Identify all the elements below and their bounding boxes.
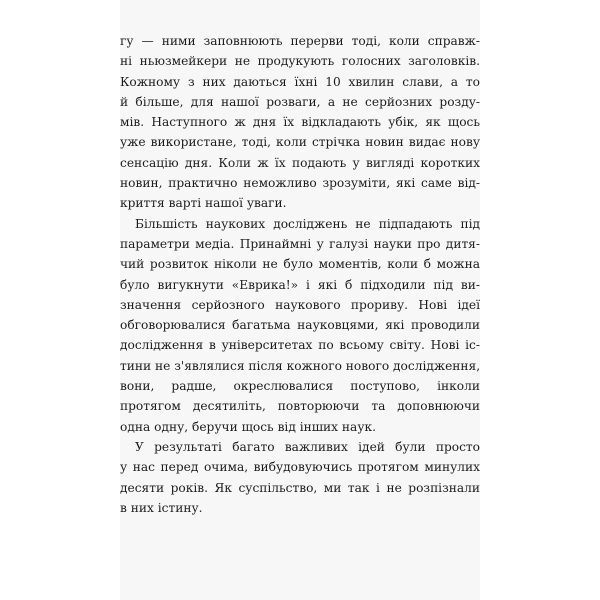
text-line: одна одну, беручи щось від інших наук. <box>120 419 376 434</box>
text-line: було вигукнути «Еврика!» і які б підходили під ви- <box>120 277 480 292</box>
body-text <box>120 31 480 518</box>
text-line: протягом десятиліть, повторюючи та доповнюючи <box>120 399 480 414</box>
text-line: тини не з'являлися після кожного нового дослідження, <box>120 358 480 373</box>
text-line: й більше, для нашої розваги, а не серйозних розду- <box>120 94 480 109</box>
text-line: гу — ними заповнюють перерви тоді, коли справж- <box>120 34 480 48</box>
text-line: уже використане, тоді, коли стрічка новин видає нову <box>120 135 480 150</box>
paragraph-start-line: Більшість наукових досліджень не підпадають під <box>135 216 480 231</box>
text-line: криття варті нашої уваги. <box>120 196 287 211</box>
text-line: дослідження в університетах по всьому світу. Нові іс- <box>120 338 480 353</box>
text-line: в них істину. <box>120 500 203 515</box>
text-line: вони, радше, окреслювалися поступово, інколи <box>120 379 480 394</box>
text-line: значення серйозного наукового прориву. Нові ідеї <box>120 297 480 312</box>
paragraph-start-line: У результаті багато важливих ідей були просто <box>135 439 480 454</box>
text-line: параметри медіа. Принаймні у галузі науки про дитя- <box>120 236 480 251</box>
text-line: ні ньюзмейкери не продукують голосних заголовків. <box>120 54 480 69</box>
text-line: десяти років. Як суспільство, ми так і не розпізнали <box>120 480 480 495</box>
text-line: мів. Наступного ж дня їх відкладають убік, як щось <box>120 115 480 130</box>
text-line: у нас перед очима, вибудовуючись протягом минулих <box>120 460 480 475</box>
text-line: чий розвиток ніколи не було моментів, коли б можна <box>120 257 480 272</box>
text-line: сенсацію дня. Коли ж їх подають у вигляді коротких <box>120 155 480 170</box>
book-page <box>120 0 480 600</box>
text-line: обговорювалися багатьма науковцями, які проводили <box>120 318 480 333</box>
text-line: новин, практично неможливо зрозуміти, які саме від- <box>120 176 480 191</box>
text-line: Кожному з них даються їхні 10 хвилин слави, а то <box>120 74 480 89</box>
